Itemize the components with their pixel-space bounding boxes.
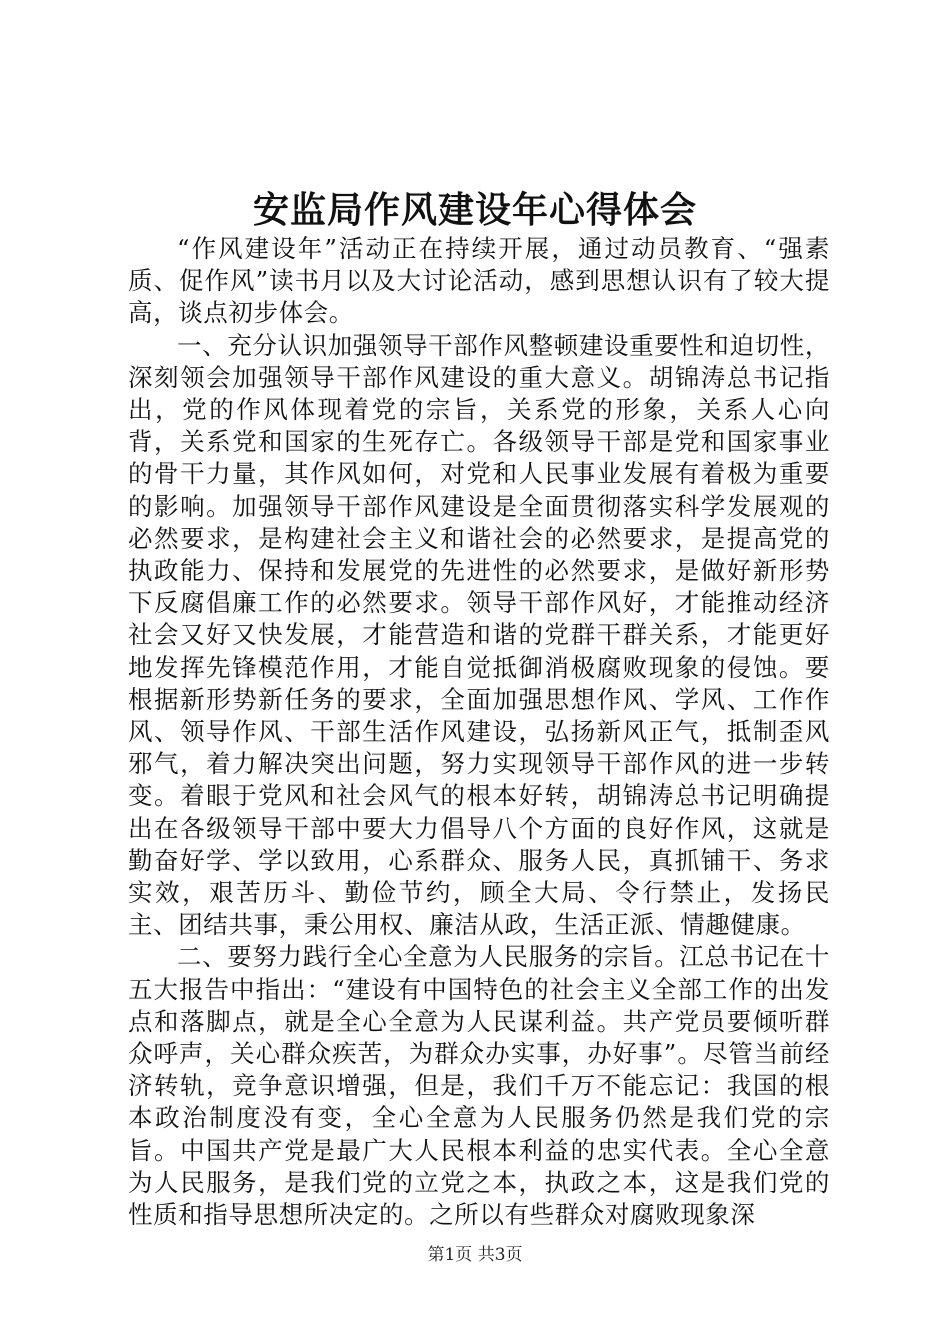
paragraph-section-two: 二、要努力践行全心全意为人民服务的宗旨。江总书记在十五大报告中指出：“建设有中国特色的社会主义全部工作的出发点和落脚点，就是全心全意为人民谋利益。共产党员要倾听群众呼声，关心群众疾苦，为群众办实事，办好事”。尽管当前经济转轨，竞争意识增强，但是，我们千万不能忘记：我国的根本政治制度没有变，全心全意为人民服务仍然是我们党的宗旨。中国共产党是最广大人民根本利益的忠实代表。全心全意为人民服务，是我们党的立党之本，执政之本，这是我们党的性质和指导思想所决定的。之所以有些群众对腐败现象深 <box>128 942 830 1230</box>
document-title: 安监局作风建设年心得体会 <box>252 189 697 231</box>
paragraph-section-one: 一、充分认识加强领导干部作风整顿建设重要性和迫切性，深刻领会加强领导干部作风建设的重大意义。胡锦涛总书记指出，党的作风体现着党的宗旨，关系党的形象，关系人心向背，关系党和国家的生死存亡。各级领导干部是党和国家事业的骨干力量，其作风如何，对党和人民事业发展有着极为重要的影响。加强领导干部作风建设是全面贯彻落实科学发展观的必然要求，是构建社会主义和谐社会的必然要求，是提高党的执政能力、保持和发展党的先进性的必然要求，是做好新形势下反腐倡廉工作的必然要求。领导干部作风好，才能推动经济社会又好又快发展，才能营造和谐的党群干群关系，才能更好地发挥先锋模范作用，才能自觉抵御消极腐败现象的侵蚀。要根据新形势新任务的要求，全面加强思想作风、学风、工作作风、领导作风、干部生活作风建设，弘扬新风正气，抵制歪风邪气，着力解决突出问题，努力实现领导干部作风的进一步转变。着眼于党风和社会风气的根本好转，胡锦涛总书记明确提出在各级领导干部中要大力倡导八个方面的良好作风，这就是勤奋好学、学以致用，心系群众、服务人民，真抓铺干、务求实效，艰苦历斗、勤俭节约，顾全大局、令行禁止，发扬民主、团结共事，秉公用权、廉洁从政，生活正派、情趣健康。 <box>128 330 830 940</box>
paragraph-intro: “作风建设年”活动正在持续开展，通过动员教育、“强素质、促作风”读书月以及大讨论活动，感到思想认识有了较大提高，谈点初步体会。 <box>128 234 830 328</box>
document-body <box>128 233 830 1231</box>
page-number-footer: 第1页 共3页 <box>427 1245 523 1265</box>
